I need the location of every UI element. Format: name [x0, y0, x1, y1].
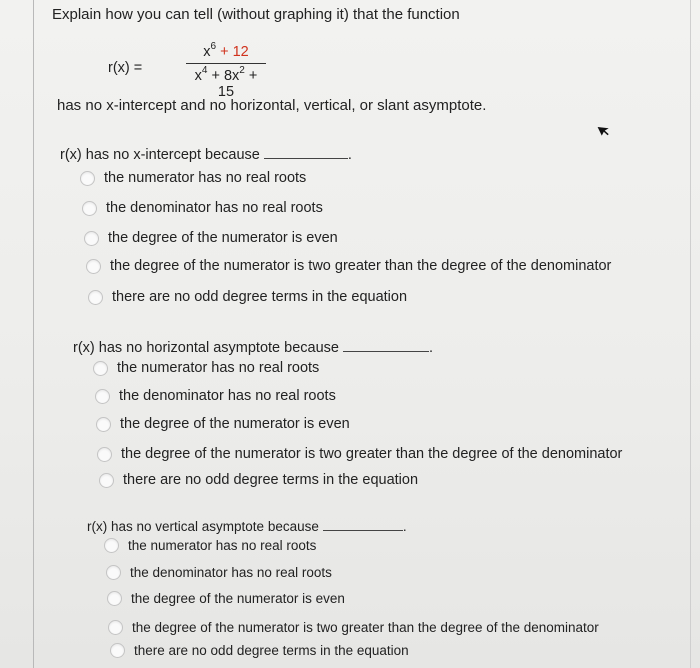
radio-button[interactable]: [84, 231, 99, 246]
question-2-option-5[interactable]: there are no odd degree terms in the equation: [99, 472, 418, 488]
question-3-option-2[interactable]: the denominator has no real roots: [106, 565, 332, 580]
radio-button[interactable]: [104, 538, 119, 553]
question-2-option-4[interactable]: the degree of the numerator is two greater than the degree of the denominator: [97, 446, 622, 462]
question-2-blank: [343, 351, 429, 352]
question-3-label: r(x) has no vertical asymptote because .: [87, 519, 407, 534]
question-3-option-3[interactable]: the degree of the numerator is even: [107, 591, 345, 606]
radio-button[interactable]: [97, 447, 112, 462]
question-2-label: r(x) has no horizontal asymptote because .: [73, 340, 434, 356]
question-1-label: r(x) has no x-intercept because .: [60, 147, 352, 163]
question-1-blank: [264, 158, 348, 159]
question-prompt-continued: has no x-intercept and no horizontal, vertical, or slant asymptote.: [57, 97, 487, 114]
radio-button[interactable]: [99, 473, 114, 488]
frame-right-border: [690, 0, 691, 668]
radio-button[interactable]: [107, 591, 122, 606]
radio-button[interactable]: [93, 361, 108, 376]
fraction-bar: [186, 63, 266, 64]
question-1-option-5[interactable]: there are no odd degree terms in the equation: [88, 289, 407, 305]
radio-button[interactable]: [96, 417, 111, 432]
radio-button[interactable]: [106, 565, 121, 580]
radio-button[interactable]: [88, 290, 103, 305]
radio-button[interactable]: [108, 620, 123, 635]
question-2-option-1[interactable]: the numerator has no real roots: [93, 360, 319, 376]
question-2-option-3[interactable]: the degree of the numerator is even: [96, 416, 350, 432]
question-prompt: Explain how you can tell (without graphing it) that the function: [52, 6, 460, 23]
frame-left-border: [33, 0, 34, 668]
question-3-option-5[interactable]: there are no odd degree terms in the equation: [110, 643, 409, 658]
question-1-option-4[interactable]: the degree of the numerator is two greater than the degree of the denominator: [86, 258, 611, 274]
question-3-option-1[interactable]: the numerator has no real roots: [104, 538, 316, 553]
question-1-option-3[interactable]: the degree of the numerator is even: [84, 230, 338, 246]
mouse-pointer-icon: [596, 122, 612, 138]
radio-button[interactable]: [110, 643, 125, 658]
radio-button[interactable]: [80, 171, 95, 186]
fraction-denominator: $x^4 + 8x^2 + 15$: [194, 64, 258, 100]
function-fraction: [186, 42, 266, 100]
question-1-option-2[interactable]: the denominator has no real roots: [82, 200, 323, 216]
question-3-blank: [323, 530, 403, 531]
fraction-numerator: $x^6 + 12$: [203, 41, 249, 60]
radio-button[interactable]: [82, 201, 97, 216]
question-2-option-2[interactable]: the denominator has no real roots: [95, 388, 336, 404]
radio-button[interactable]: [95, 389, 110, 404]
radio-button[interactable]: [86, 259, 101, 274]
function-name: r(x) =: [108, 60, 143, 76]
question-3-option-4[interactable]: the degree of the numerator is two greater than the degree of the denominator: [108, 620, 599, 635]
question-1-option-1[interactable]: the numerator has no real roots: [80, 170, 306, 186]
